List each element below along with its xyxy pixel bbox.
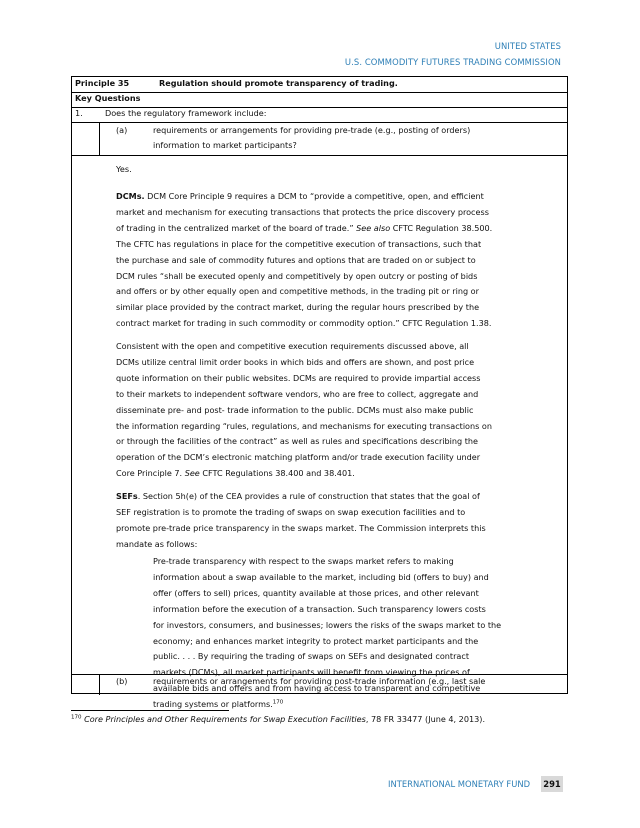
principle-table [71, 76, 568, 710]
header-agency: U.S. COMMODITY FUTURES TRADING COMMISSION [344, 57, 561, 67]
question-row [72, 107, 567, 123]
answer-yes: Yes. [116, 164, 132, 174]
principle-row [72, 77, 567, 93]
sef-block-quote: Pre-trade transparency with respect to the swaps market refers to making information about a swap available to the market, including bid (offers to buy) and offer (offers to sell) prices, quantity available at those prices, and other relevant information before the execution of a transaction. Such transparency lowers costs for investors, consumers, and businesses; lowers the risks of the swaps market to the economy; and enhances market integrity to protect market participants and the public. . . . By requiring the trading of swaps on SEFs and designated contract markets (DCMs), all market participants will benefit from viewing the prices of available bids and offers and from having access to transparent and competitive trading systems or platforms.$^{170}$ [153, 556, 502, 710]
footnote-title: Core Principles and Other Requirements for Swap Execution Facilities [84, 714, 366, 724]
footnote-citation: , 78 FR 33477 (June 4, 2013). [365, 714, 486, 724]
question-number: 1. [75, 108, 83, 118]
footnote-divider [71, 710, 229, 711]
sub-question-a-label: (a) [116, 125, 128, 135]
footnote [71, 714, 485, 724]
footnote-number: 170 [71, 714, 82, 721]
dcm-access-paragraph: Consistent with the open and competitive execution requirements discussed above, all DCMs utilize central limit order books in which bids and offers are shown, and post price quote information on their public websites. DCMs are required to provide impartial access to their markets to independent software vendors, who are free to collect, aggregate and disseminate pre- and post- trade information to the public. DCMs must also make public the information regarding “rules, regulations, and mechanisms for executing transactions on or through the facilities of the contract” as well as rules and specifications describing the operation of the DCM’s electronic matching platform and/or trade execution facility under Core Principle 7. See CFTC Regulations 38.400 and 38.401. [116, 341, 493, 479]
key-questions-label: Key Questions [75, 93, 141, 103]
sub-question-b-line1: requirements or arrangements for providing post-trade information (e.g., last sale [153, 676, 486, 686]
question-text: Does the regulatory framework include: [105, 108, 267, 118]
header-country: UNITED STATES [494, 41, 561, 51]
footer-org: INTERNATIONAL MONETARY FUND [388, 779, 531, 789]
sub-question-a-row [72, 122, 567, 156]
principle-number: Principle 35 [75, 78, 130, 88]
principle-title: Regulation should promote transparency of trading. [159, 78, 398, 88]
dcm-paragraph: DCMs. DCM Core Principle 9 requires a DCM to “provide a competitive, open, and efficient market and mechanism for executing transactions that protects the price discovery process of trading in the centralized market of the board of trade.” See also CFTC Regulation 38.500. The CFTC has regulations in place for the competitive execution of transactions, such that the purchase and sale of commodity futures and options that are traded on or subject to DCM rules “shall be executed openly and competitively by open outcry or posting of bids and offers or by other equally open and competitive methods, in the trading pit or ring or similar place provided by the contract market, during the regular hours prescribed by the contract market for trading in such commodity or commodity option.” CFTC Regulation 1.38. [116, 191, 493, 329]
page-number: 291 [541, 776, 563, 792]
sub-question-a-line1: requirements or arrangements for providing pre-trade (e.g., posting of orders) [153, 125, 471, 135]
sub-question-a-line2: information to market participants? [153, 140, 297, 150]
sef-paragraph: SEFs. Section 5h(e) of the CEA provides a rule of construction that states that the goal of SEF registration is to promote the trading of swaps on swap execution facilities and to promote pre-trade price transparency in the swaps market. The Commission interprets this mandate as follows: [116, 491, 486, 549]
sub-question-b-label: (b) [116, 676, 128, 686]
sub-question-b-row [72, 674, 567, 695]
footnote-ref[interactable]: 170 [272, 699, 284, 706]
